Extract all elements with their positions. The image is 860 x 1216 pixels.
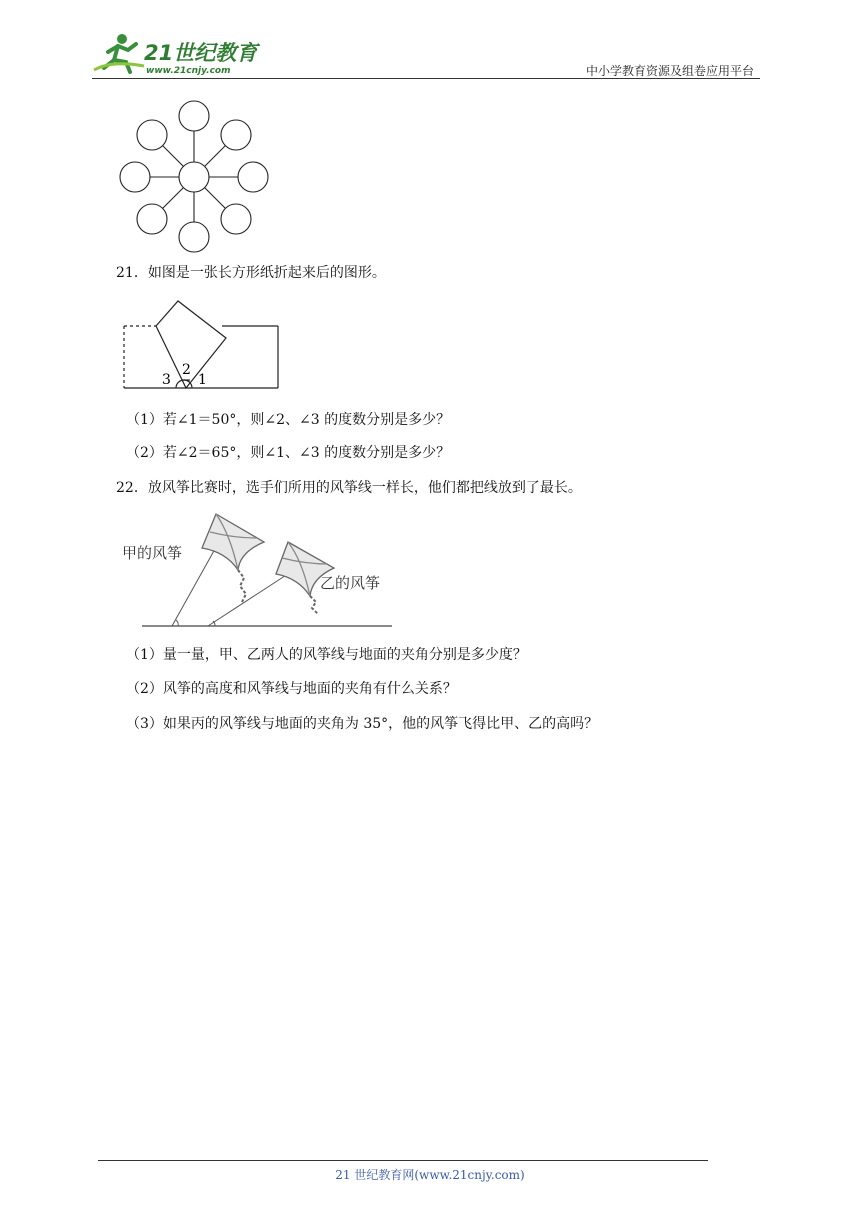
- question-text: 放风筝比赛时，选手们所用的风筝线一样长，他们都把线放到了最长。: [147, 480, 582, 496]
- kite-label-yi: 乙的风筝: [320, 574, 381, 592]
- outer-circle: [137, 204, 167, 234]
- kite-label-jia: 甲的风筝: [122, 544, 183, 562]
- header-divider: [92, 78, 760, 79]
- kite-figure: [116, 508, 396, 632]
- outer-circle: [238, 162, 268, 192]
- angle-label-3: 3: [162, 372, 171, 388]
- outer-circle: [221, 204, 251, 234]
- angle-label-1: 1: [198, 372, 207, 388]
- page-header: [92, 30, 760, 80]
- angle-label-2: 2: [182, 362, 191, 378]
- question-21: [116, 263, 386, 283]
- outer-circle: [179, 101, 209, 131]
- kite-string-b: [208, 570, 294, 626]
- question-text: 如图是一张长方形纸折起来后的图形。: [147, 265, 386, 281]
- question-number: 22．: [116, 480, 148, 496]
- logo-url: www.21cnjy.com: [146, 66, 231, 76]
- outer-circle: [137, 120, 167, 150]
- kite-a-icon: [202, 514, 264, 602]
- outer-circle: [120, 162, 150, 192]
- footer-link[interactable]: 21 世纪教育网(www.21cnjy.com): [335, 1168, 525, 1182]
- platform-name: 中小学教育资源及组卷应用平台: [585, 64, 754, 78]
- question-22-part-2: （2）风筝的高度和风筝线与地面的夹角有什么关系？: [126, 681, 457, 697]
- runner-icon: [94, 34, 144, 72]
- center-circle: [179, 162, 209, 192]
- question-21-part-1: （1）若∠1＝50°，则∠2、∠3 的度数分别是多少？: [126, 412, 451, 428]
- folded-paper-figure: [120, 298, 284, 392]
- question-21-part-2: （2）若∠2＝65°，则∠1、∠3 的度数分别是多少？: [126, 445, 451, 461]
- outer-circle: [179, 222, 209, 252]
- outer-circle: [221, 120, 251, 150]
- question-22: [116, 478, 582, 498]
- question-number: 21．: [116, 265, 148, 281]
- question-22-part-1: （1）量一量，甲、乙两人的风筝线与地面的夹角分别是多少度？: [126, 647, 527, 663]
- question-22-part-3: （3）如果丙的风筝线与地面的夹角为 35°，他的风筝飞得比甲、乙的高吗？: [126, 716, 599, 732]
- site-logo: [92, 30, 262, 76]
- logo-text: 21世纪教育: [144, 41, 258, 65]
- circle-network-figure: [116, 100, 274, 254]
- footer-divider: [98, 1160, 708, 1161]
